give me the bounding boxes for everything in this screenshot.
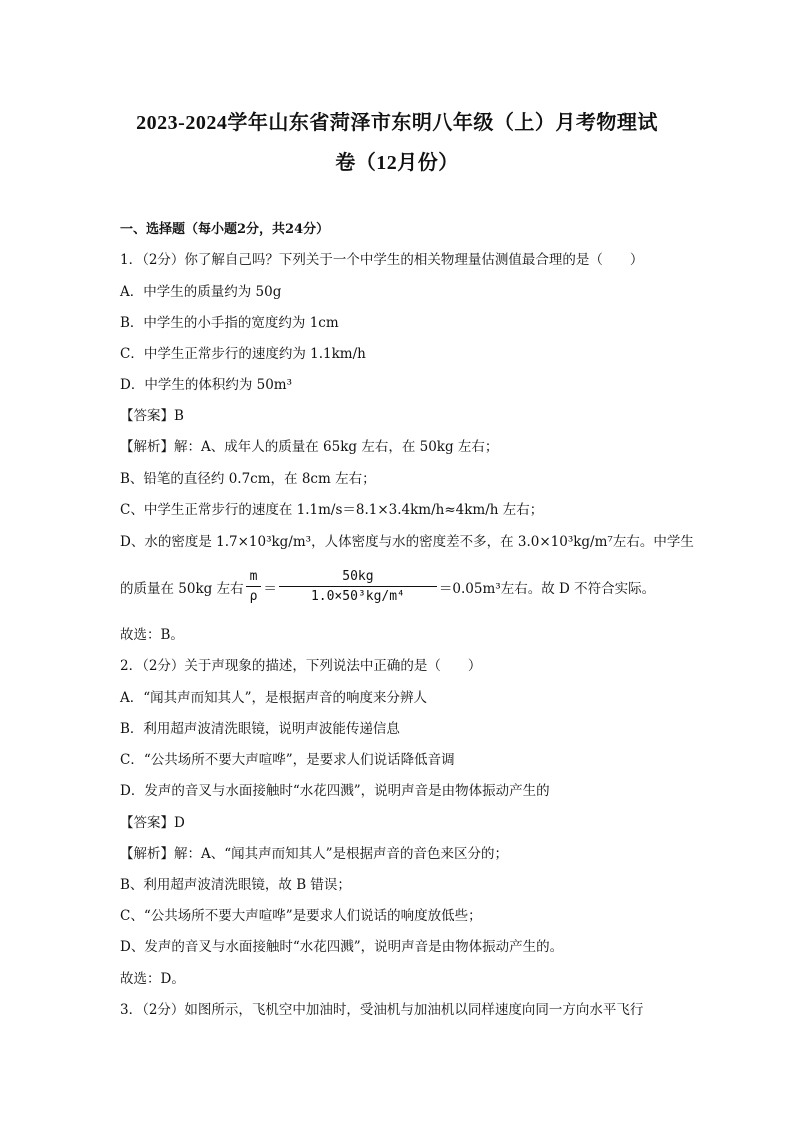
q2-analysis-c: C、“公共场所不要大声喧哗”是要求人们说话的响度放低些； xyxy=(120,908,482,924)
formula-prefix: 的质量在 50kg 左右 xyxy=(120,581,244,597)
q2-stem: 2．（2分）关于声现象的描述，下列说法中正确的是（ ） xyxy=(120,658,482,674)
fraction-denominator: 1.0×50³kg/m⁴ xyxy=(310,588,405,604)
q2-option-c: C．“公共场所不要大声喧哗”，是要求人们说话降低音调 xyxy=(120,752,455,768)
section-heading: 一、选择题（每小题2分，共24分） xyxy=(120,222,330,237)
q1-analysis-d: D、水的密度是 1.7×10³kg/m³，人体密度与水的密度差不多，在 3.0×10³kg/m⁷左右。中学生 xyxy=(120,534,694,550)
q1-analysis-c: C、中学生正常步行的速度在 1.1m/s＝8.1×3.4km/h≈4km/h 左右； xyxy=(120,502,544,518)
q3-stem: 3．（2分）如图所示，飞机空中加油时，受油机与加油机以同样速度向同一方向水平飞行 xyxy=(120,1002,644,1018)
q1-option-c: C．中学生正常步行的速度约为 1.1km/h xyxy=(120,346,366,362)
q2-option-a: A．“闻其声而知其人”，是根据声音的响度来分辨人 xyxy=(120,690,428,706)
fraction-numerator: 50kg xyxy=(279,568,437,587)
formula-equals: ＝ xyxy=(263,581,277,597)
q2-option-d: D．发声的音叉与水面接触时“水花四溅”，说明声音是由物体振动产生的 xyxy=(120,783,550,799)
fraction-value xyxy=(279,568,437,607)
q1-stem: 1．（2分）你了解自己吗？下列关于一个中学生的相关物理量估测值最合理的是（ ） xyxy=(120,252,644,268)
q2-analysis-a: 【解析】解：A、“闻其声而知其人”是根据声音的音色来区分的； xyxy=(120,846,509,862)
q1-choice: 故选：B。 xyxy=(120,627,184,643)
q1-option-d: D．中学生的体积约为 50m³ xyxy=(120,377,293,393)
q1-answer: 【答案】B xyxy=(120,408,184,424)
q1-option-a: A．中学生的质量约为 50g xyxy=(120,284,282,300)
q2-analysis-d: D、发声的音叉与水面接触时“水花四溅”，说明声音是由物体振动产生的。 xyxy=(120,939,564,955)
q1-analysis-a: 【解析】解：A、成年人的质量在 65kg 左右，在 50kg 左右； xyxy=(120,439,499,455)
q2-answer: 【答案】D xyxy=(120,815,185,831)
fraction-m-over-rho xyxy=(246,568,262,607)
fraction-numerator: m xyxy=(246,568,262,587)
q1-option-b: B．中学生的小手指的宽度约为 1cm xyxy=(120,315,339,331)
q2-option-b: B．利用超声波清洗眼镜，说明声波能传递信息 xyxy=(120,721,400,737)
doc-title-line1: 2023-2024学年山东省菏泽市东明八年级（上）月考物理试 xyxy=(136,112,658,134)
formula-suffix: ＝0.05m³左右。故 D 不符合实际。 xyxy=(438,581,656,597)
q1-formula xyxy=(120,562,655,612)
q2-analysis-b: B、利用超声波清洗眼镜，故 B 错误； xyxy=(120,877,351,893)
q1-analysis-b: B、铅笔的直径约 0.7cm，在 8cm 左右； xyxy=(120,471,376,487)
q2-choice: 故选：D。 xyxy=(120,971,185,987)
fraction-denominator: ρ xyxy=(249,588,258,604)
doc-title-line2: 卷（12月份） xyxy=(335,152,459,174)
